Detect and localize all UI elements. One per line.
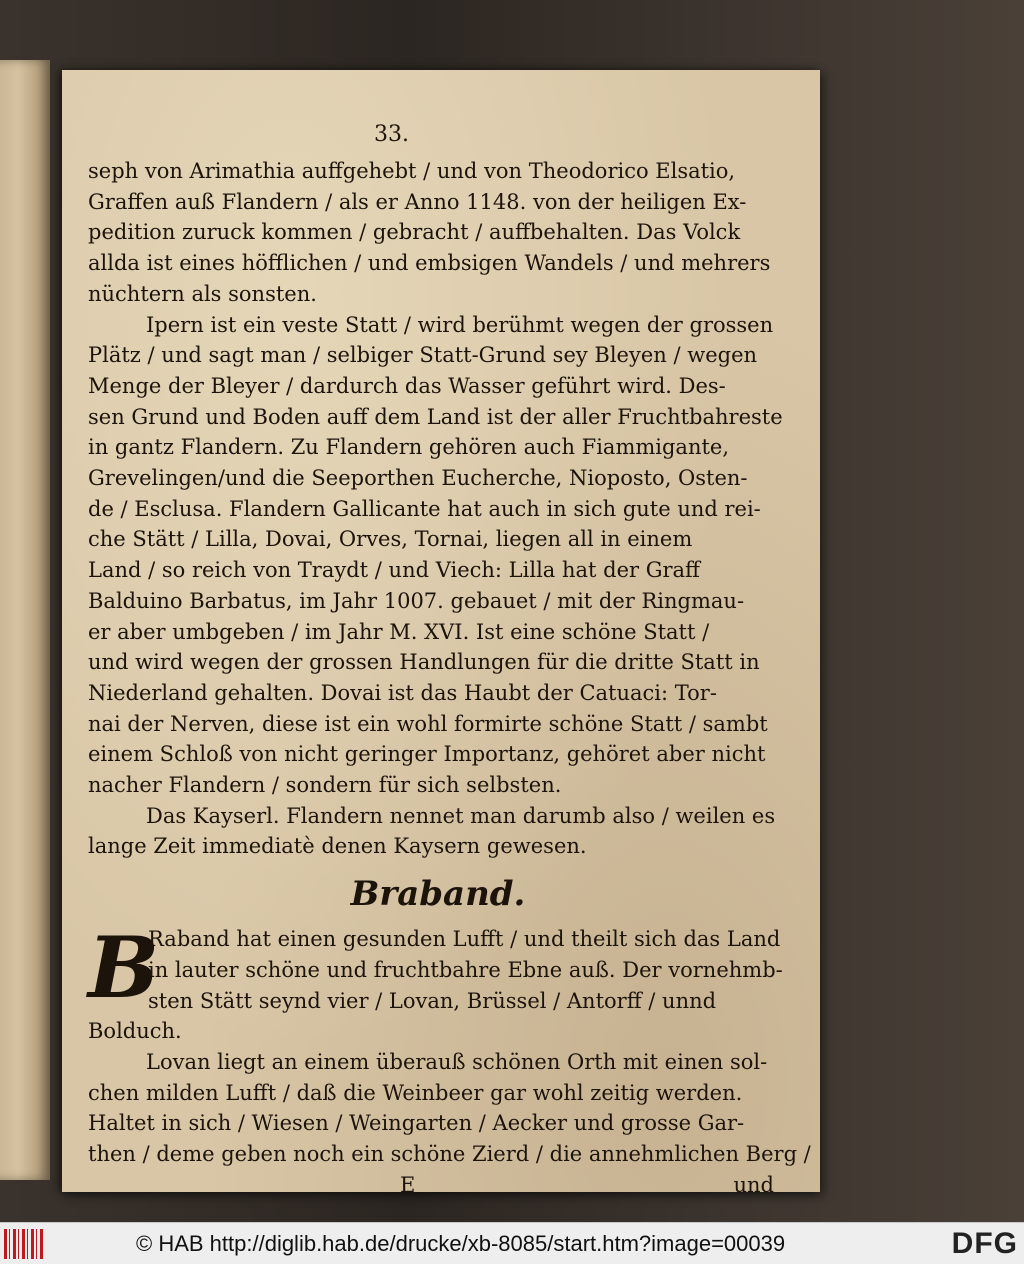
page-footer-marks — [88, 1170, 788, 1200]
signature-mark: E — [400, 1172, 416, 1197]
dropcap-initial: B — [88, 918, 159, 1018]
text-line: Das Kayserl. Flandern nennet man darumb also / weilen es — [146, 803, 776, 828]
text-line: lange Zeit immediatè denen Kaysern gewesen. — [88, 834, 587, 859]
text-line: in gantz Flandern. Zu Flandern gehören auch Fiammigante, — [88, 435, 730, 460]
text-line: Raband hat einen gesunden Lufft / und theilt sich das Land — [148, 927, 781, 952]
page-number: 33. — [374, 122, 409, 147]
text-line: Lovan liegt an einem überauß schönen Orth mit einen sol- — [146, 1049, 768, 1074]
text-line: Land / so reich von Traydt / und Viech: Lilla hat der Graff — [88, 558, 700, 583]
text-line: nai der Nerven, diese ist ein wohl formirte schöne Statt / sambt — [88, 711, 768, 736]
text-line: nüchtern als sonsten. — [88, 281, 317, 306]
text-line: then / deme geben noch ein schöne Zierd / die annehmlichen Berg / — [88, 1142, 811, 1167]
text-line: sten Stätt seynd vier / Lovan, Brüssel / Antorff / unnd — [148, 988, 717, 1013]
book-page — [62, 70, 820, 1197]
text-line: pedition zuruck kommen / gebracht / auffbehalten. Das Volck — [88, 220, 741, 245]
text-line: che Stätt / Lilla, Dovai, Orves, Tornai, liegen all in einem — [88, 527, 693, 552]
text-line: allda ist eines höfflichen / und embsigen Wandels / und mehrers — [88, 251, 771, 276]
text-line: sen Grund und Boden auff dem Land ist der aller Fruchtbahreste — [88, 404, 783, 429]
citation-footer — [0, 1222, 1024, 1264]
citation-link[interactable]: © HAB http://diglib.hab.de/drucke/xb-8085/start.htm?image=00039 — [136, 1231, 786, 1256]
dropcap-paragraph — [88, 918, 788, 1018]
catchword: und — [733, 1172, 774, 1197]
text-line: Balduino Barbatus, im Jahr 1007. gebauet / mit der Ringmau- — [88, 588, 745, 613]
text-line: Ipern ist ein veste Statt / wird berühmt wegen der grossen — [146, 312, 774, 337]
text-line: Niederland gehalten. Dovai ist das Haubt der Catuaci: Tor- — [88, 680, 717, 705]
text-line: Grevelingen/und die Seeporthen Eucherche, Nioposto, Osten- — [88, 466, 748, 491]
text-line: chen milden Lufft / daß die Weinbeer gar wohl zeitig werden. — [88, 1080, 743, 1105]
text-line: in lauter schöne und fruchtbahre Ebne auß. Der vornehmb- — [148, 957, 783, 982]
dfg-logo: DFG — [951, 1227, 1018, 1260]
text-line: Menge der Bleyer / dardurch das Wasser geführt wird. Des- — [88, 373, 726, 398]
text-line: seph von Arimathia auffgehebt / und von Theodorico Elsatio, — [88, 159, 736, 183]
text-line: de / Esclusa. Flandern Gallicante hat auch in sich gute und rei- — [88, 496, 761, 521]
text-line: Graffen auß Flandern / als er Anno 1148. von der heiligen Ex- — [88, 189, 747, 214]
page-text — [88, 156, 811, 1200]
text-line: er aber umbgeben / im Jahr M. XVI. Ist eine schöne Statt / — [88, 619, 710, 644]
text-line: einem Schloß von nicht geringer Importanz, gehöret aber nicht — [88, 742, 766, 767]
text-line: nacher Flandern / sondern für sich selbsten. — [88, 773, 562, 798]
text-line: Haltet in sich / Wiesen / Weingarten / Aecker und grosse Gar- — [88, 1111, 745, 1136]
section-heading: Braband. — [350, 874, 526, 915]
text-line: Plätz / und sagt man / selbiger Statt-Grund sey Bleyen / wegen — [88, 343, 758, 368]
text-line: Bolduch. — [88, 1019, 182, 1044]
previous-page-edge — [0, 60, 50, 1180]
text-line: und wird wegen der grossen Handlungen für die dritte Statt in — [88, 650, 760, 675]
barcode-icon — [4, 1229, 44, 1259]
